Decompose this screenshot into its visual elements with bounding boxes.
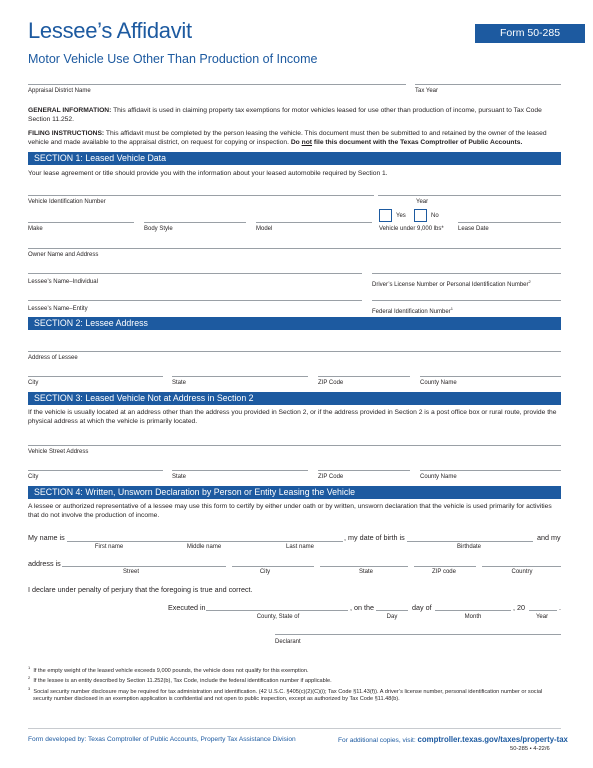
body-style-label: Body Style [144, 226, 173, 232]
lessee-address-label: Address of Lessee [28, 355, 78, 361]
section-4-intro: A lessee or authorized representative of a lessee may use this form to certify by either under oath or by written, unsworn declaration that the vehicle is used primarily for activities that do not involve the production of income. [28, 503, 552, 520]
s2-state-label: State [172, 380, 187, 386]
footer-developed-by: Form developed by: Texas Comptroller of Public Accounts, Property Tax Assistance Division [28, 736, 296, 743]
and-my-text: and my [537, 533, 561, 542]
first-name-label: First name [94, 544, 124, 550]
county-state-label: County, State of [256, 614, 300, 620]
make-label: Make [28, 226, 43, 232]
my-name-is-text: My name is [28, 533, 65, 542]
decl-city-field[interactable] [232, 566, 314, 567]
section-1-intro: Your lease agreement or title should provide you with the information about your leased automobile required by Section 1. [28, 170, 388, 177]
fed-id-field[interactable] [372, 300, 561, 301]
decl-street-field[interactable] [62, 566, 226, 567]
year-divider [378, 195, 561, 196]
footnote-3: $^3$ Social security number disclosure may be required for tax administration and identification. (42 U.S.C. §405(c)(2)(C)(i); Tax Code §11.43(f)). A driver’s license number, personal identification number or social security number disclosed in an exemption application is confidential and not open to public inspection, except as authorized by Tax Code §11.48(b). [28, 686, 543, 703]
s2-city-field[interactable] [28, 376, 163, 377]
period-text: . [559, 603, 561, 612]
month-label: Month [464, 614, 482, 620]
filing-instructions: FILING INSTRUCTIONS: This affidavit must be completed by the person leasing the vehicle. This document must then be submitted to and retained by the owner of the leased vehicle and made available to the appraisal district, on request for copying or inspection. Do not file this document with the Texas Comptroller of Public Accounts. [28, 130, 547, 147]
year-label: Year [416, 199, 429, 205]
tax-year-label: Tax Year [415, 88, 439, 94]
decl-state-field[interactable] [320, 566, 408, 567]
perjury-statement: I declare under penalty of perjury that the foregoing is true and correct. [28, 585, 253, 594]
s2-zip-label: ZIP Code [318, 380, 344, 386]
general-information: GENERAL INFORMATION: This affidavit is used in claiming property tax exemptions for motor vehicles leased for use other than production of income, pursuant to Tax Code Section 11.252. [28, 107, 542, 124]
lessee-individual-label: Lessee’s Name–Individual [28, 279, 98, 285]
country-label: Country [511, 569, 533, 575]
s3-city-field[interactable] [28, 470, 163, 471]
s2-county-field[interactable] [420, 376, 561, 377]
comptroller-link[interactable]: comptroller.texas.gov/taxes/property-tax [417, 735, 568, 744]
vehicle-street-field[interactable] [28, 445, 561, 446]
section-4-header: SECTION 4: Written, Unsworn Declaration by Person or Entity Leasing the Vehicle [28, 486, 561, 499]
vin-field[interactable] [28, 195, 374, 196]
footnote-1: $^1$ If the empty weight of the leased vehicle exceeds 9,000 pounds, the vehicle does not qualify for this exemption. [28, 665, 309, 674]
day-label: Day [386, 614, 398, 620]
county-state-field[interactable] [206, 610, 348, 611]
dl-number-label: Driver’s License Number or Personal Identification Number$^2$ [372, 279, 531, 288]
under-9000-no-checkbox[interactable] [414, 209, 427, 222]
middle-name-label: Middle name [186, 544, 222, 550]
lessee-entity-label: Lessee’s Name–Entity [28, 306, 88, 312]
last-name-label: Last name [285, 544, 315, 550]
s2-zip-field[interactable] [318, 376, 410, 377]
s2-city-label: City [28, 380, 39, 386]
s3-city-label: City [28, 474, 39, 480]
lessee-address-field[interactable] [28, 351, 561, 352]
dl-number-field[interactable] [372, 273, 561, 274]
s3-zip-label: ZIP Code [318, 474, 344, 480]
lessee-entity-field[interactable] [28, 300, 362, 301]
s3-state-field[interactable] [172, 470, 308, 471]
lessee-individual-field[interactable] [28, 273, 362, 274]
declarant-signature-field[interactable] [275, 634, 561, 635]
state-label: State [358, 569, 374, 575]
decl-country-field[interactable] [482, 566, 561, 567]
lease-date-label: Lease Date [458, 226, 489, 232]
section-1-header: SECTION 1: Leased Vehicle Data [28, 152, 561, 165]
under-9000-yes-checkbox[interactable] [379, 209, 392, 222]
decl-zip-field[interactable] [414, 566, 476, 567]
lease-date-field[interactable] [458, 222, 561, 223]
comma-20-text: , 20 [513, 603, 525, 612]
model-field[interactable] [256, 222, 372, 223]
owner-label: Owner Name and Address [28, 252, 99, 258]
month-field[interactable] [435, 610, 511, 611]
birthdate-field[interactable] [407, 541, 533, 542]
appraisal-district-field[interactable] [28, 84, 406, 85]
make-field[interactable] [28, 222, 134, 223]
section-2-header: SECTION 2: Lessee Address [28, 317, 561, 330]
form-title: Lessee’s Affidavit [28, 18, 192, 43]
footer-version: 50-285 • 4-22/6 [510, 746, 550, 752]
section-3-header: SECTION 3: Leased Vehicle Not at Address in Section 2 [28, 392, 561, 405]
yes-label: Yes [396, 213, 406, 219]
s3-state-label: State [172, 474, 187, 480]
s2-county-label: County Name [420, 380, 457, 386]
footnote-2: $^2$ If the lessee is an entity described by Section 11.252(b), Tax Code, include the federal identification number if applicable. [28, 675, 332, 684]
zip-label: ZIP code [432, 569, 456, 575]
day-of-text: day of [412, 603, 432, 612]
model-label: Model [256, 226, 273, 232]
executed-in-text: Executed in [168, 603, 206, 612]
body-style-field[interactable] [144, 222, 246, 223]
year-label-decl: Year [535, 614, 549, 620]
owner-field[interactable] [28, 248, 561, 249]
footer-copies: For additional copies, visit: comptroller.texas.gov/taxes/property-tax [338, 735, 568, 744]
section-3-intro: If the vehicle is usually located at an address other than the address you provided in Section 2, or if the address provided in Section 2 is a post office box or rural route, provide the physical address at which the vehicle is primarily located. [28, 409, 557, 426]
s3-zip-field[interactable] [318, 470, 410, 471]
dob-text: , my date of birth is [344, 533, 405, 542]
tax-year-field[interactable] [415, 84, 561, 85]
under-9000-label: Vehicle under 9,000 lbs* [379, 226, 444, 232]
s2-state-field[interactable] [172, 376, 308, 377]
vehicle-street-label: Vehicle Street Address [28, 449, 89, 455]
s3-county-field[interactable] [420, 470, 561, 471]
street-label: Street [122, 569, 140, 575]
city-label: City [259, 569, 271, 575]
form-number-badge: Form 50-285 [475, 24, 585, 43]
footer-rule [28, 728, 561, 729]
birthdate-label: Birthdate [456, 544, 482, 550]
s3-county-label: County Name [420, 474, 457, 480]
fed-id-label: Federal Identification Number$^1$ [372, 306, 453, 315]
year-field[interactable] [529, 610, 557, 611]
no-label: No [431, 213, 439, 219]
day-field[interactable] [376, 610, 408, 611]
address-is-text: address is [28, 559, 61, 568]
vin-label: Vehicle Identification Number [28, 199, 106, 205]
form-subtitle: Motor Vehicle Use Other Than Production of Income [28, 52, 318, 66]
on-the-text: , on the [350, 603, 374, 612]
declarant-label: Declarant [275, 639, 301, 645]
declarant-name-field[interactable] [67, 541, 343, 542]
appraisal-district-label: Appraisal District Name [28, 88, 91, 94]
